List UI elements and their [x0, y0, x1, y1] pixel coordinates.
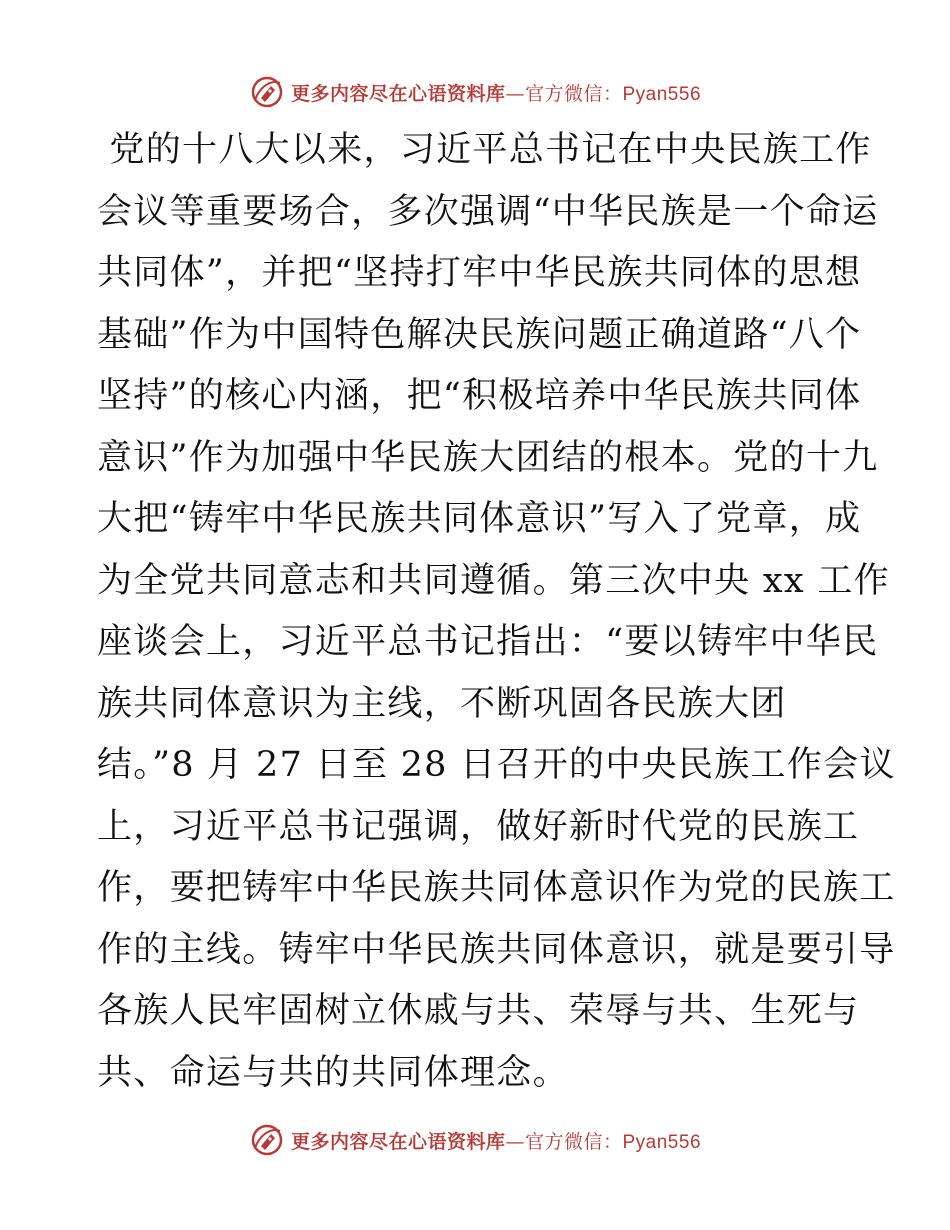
body-line: 大把“铸牢中华民族共同体意识”写入了党章，成	[97, 499, 862, 539]
body-line: 坚持”的核心内涵，把“积极培养中华民族共同体	[97, 376, 862, 416]
watermark-dash: —	[505, 1130, 525, 1153]
body-line: 会议等重要场合，多次强调“中华民族是一个命运	[97, 191, 879, 232]
body-line: 共同体”，并把“坚持打牢中华民族共同体的思想	[97, 253, 862, 293]
body-line: 各族人民牢固树立休戚与共、荣辱与共、生死与	[97, 991, 860, 1031]
body-line: 共、命运与共的共同体理念。	[97, 1052, 569, 1093]
body-line: 基础”作为中国特色解决民族问题正确道路“八个	[97, 314, 862, 355]
pen-nib-logo-icon	[249, 1122, 285, 1158]
body-line: 族共同体意识为主线，不断巩固各民族大团	[97, 683, 787, 724]
footer-watermark	[0, 1120, 950, 1160]
watermark-wechat-label: 官方微信：	[524, 82, 623, 105]
header-watermark	[0, 72, 950, 112]
pen-nib-logo-icon	[249, 74, 285, 110]
body-line: 意识”作为加强中华民族大团结的根本。党的十九	[97, 437, 879, 478]
watermark-text	[291, 1127, 701, 1154]
body-line: 座谈会上，习近平总书记指出：“要以铸牢中华民	[97, 622, 879, 662]
body-line: 作，要把铸牢中华民族共同体意识作为党的民族工	[97, 868, 896, 908]
watermark-wechat-id: Pyan556	[622, 83, 702, 105]
watermark-wechat-label: 官方微信：	[524, 1130, 623, 1153]
body-line: 作的主线。铸牢中华民族共同体意识，就是要引导	[97, 929, 896, 970]
document-body	[97, 120, 896, 1104]
watermark-text	[291, 79, 701, 106]
watermark-wechat-id: Pyan556	[622, 1131, 702, 1153]
watermark-dash: —	[505, 82, 525, 105]
body-line: 党的十八大以来，习近平总书记在中央民族工作	[97, 130, 872, 170]
body-line: 上，习近平总书记强调，做好新时代党的民族工	[97, 806, 860, 847]
watermark-prefix: 更多内容尽在心语资料库	[290, 82, 506, 105]
watermark-prefix: 更多内容尽在心语资料库	[290, 1130, 506, 1153]
body-line: 为全党共同意志和共同遵循。第三次中央 xx 工作	[97, 560, 890, 601]
body-line: 结。”8 月 27 日至 28 日召开的中央民族工作会议	[97, 745, 896, 785]
